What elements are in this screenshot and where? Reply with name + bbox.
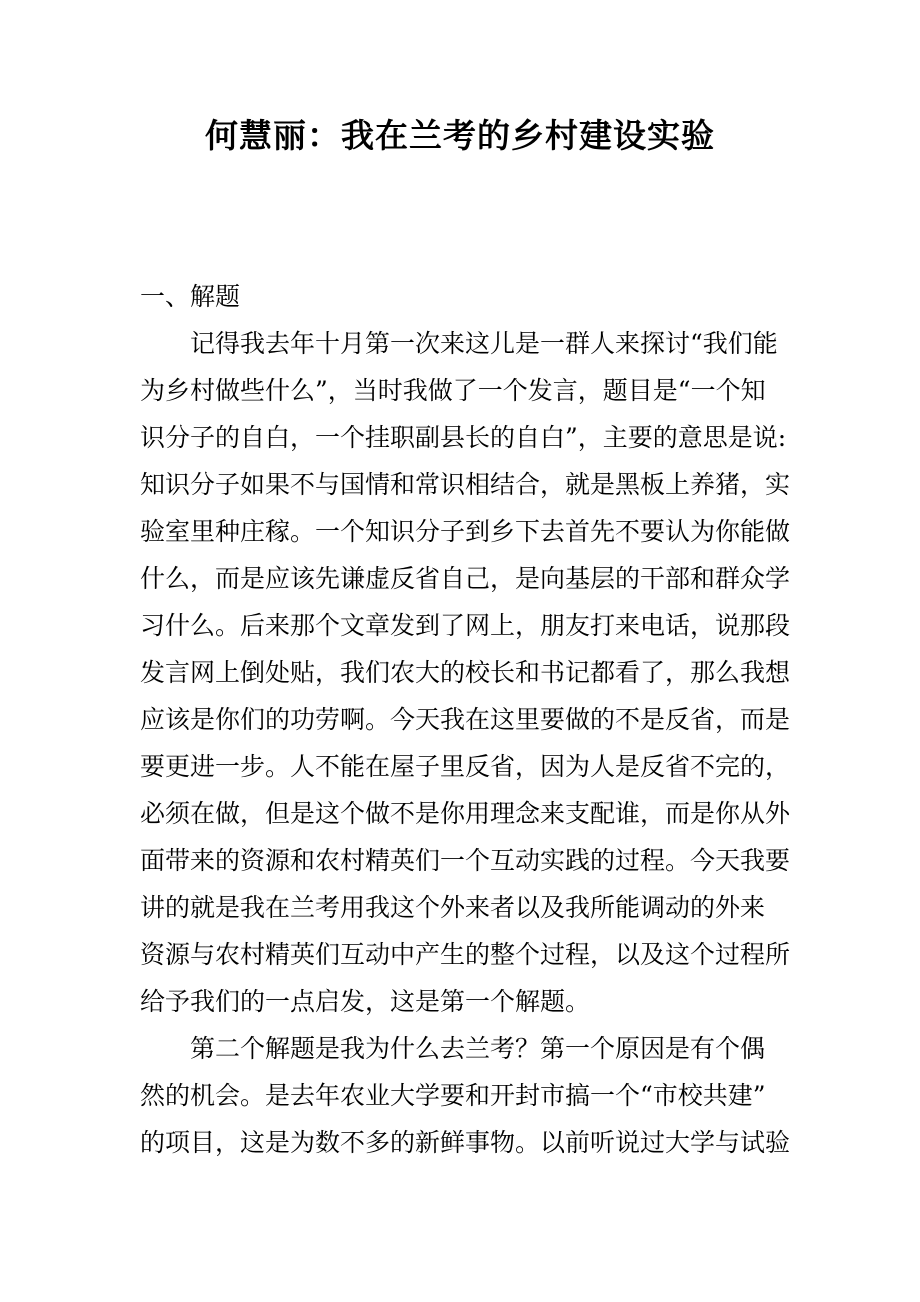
text-line: 应该是你们的功劳啊。今天我在这里要做的不是反省，而是 <box>140 705 791 734</box>
text-line: 为乡村做些什么”，当时我做了一个发言，题目是“一个知 <box>140 376 766 405</box>
text-line: 资源与农村精英们互动中产生的整个过程，以及这个过程所 <box>140 940 791 969</box>
text-line: 记得我去年十月第一次来这儿是一群人来探讨“我们能 <box>190 329 778 358</box>
text-line: 讲的就是我在兰考用我这个外来者以及我所能调动的外来 <box>140 893 766 922</box>
document-title: 何慧丽：我在兰考的乡村建设实验 <box>205 116 715 155</box>
section-heading: 一、解题 <box>140 282 241 311</box>
text-line: 然的机会。是去年农业大学要和开封市搞一个“市校共建” <box>140 1081 766 1110</box>
paragraph-2 <box>140 1025 791 1166</box>
text-line: 要更进一步。人不能在屋子里反省，因为人是反省不完的， <box>140 752 791 781</box>
text-line: 发言网上倒处贴，我们农大的校长和书记都看了，那么我想 <box>140 658 791 687</box>
text-line: 识分子的自白，一个挂职副县长的自白”，主要的意思是说: <box>140 423 787 452</box>
text-line: 习什么。后来那个文章发到了网上，朋友打来电话，说那段 <box>140 611 791 640</box>
text-line: 给予我们的一点启发，这是第一个解题。 <box>140 987 591 1016</box>
text-line: 第二个解题是我为什么去兰考？第一个原因是有个偶 <box>190 1034 766 1063</box>
text-line: 必须在做，但是这个做不是你用理念来支配谁，而是你从外 <box>140 799 791 828</box>
text-line: 面带来的资源和农村精英们一个互动实践的过程。今天我要 <box>140 846 791 875</box>
text-line: 知识分子如果不与国情和常识相结合，就是黑板上养猪，实 <box>140 470 791 499</box>
text-line: 什么，而是应该先谦虚反省自己，是向基层的干部和群众学 <box>140 564 791 593</box>
document-body <box>140 273 791 1166</box>
text-line: 的项目，这是为数不多的新鲜事物。以前听说过大学与试验 <box>140 1128 791 1157</box>
text-line: 验室里种庄稼。一个知识分子到乡下去首先不要认为你能做 <box>140 517 791 546</box>
paragraph-1 <box>140 320 791 1025</box>
